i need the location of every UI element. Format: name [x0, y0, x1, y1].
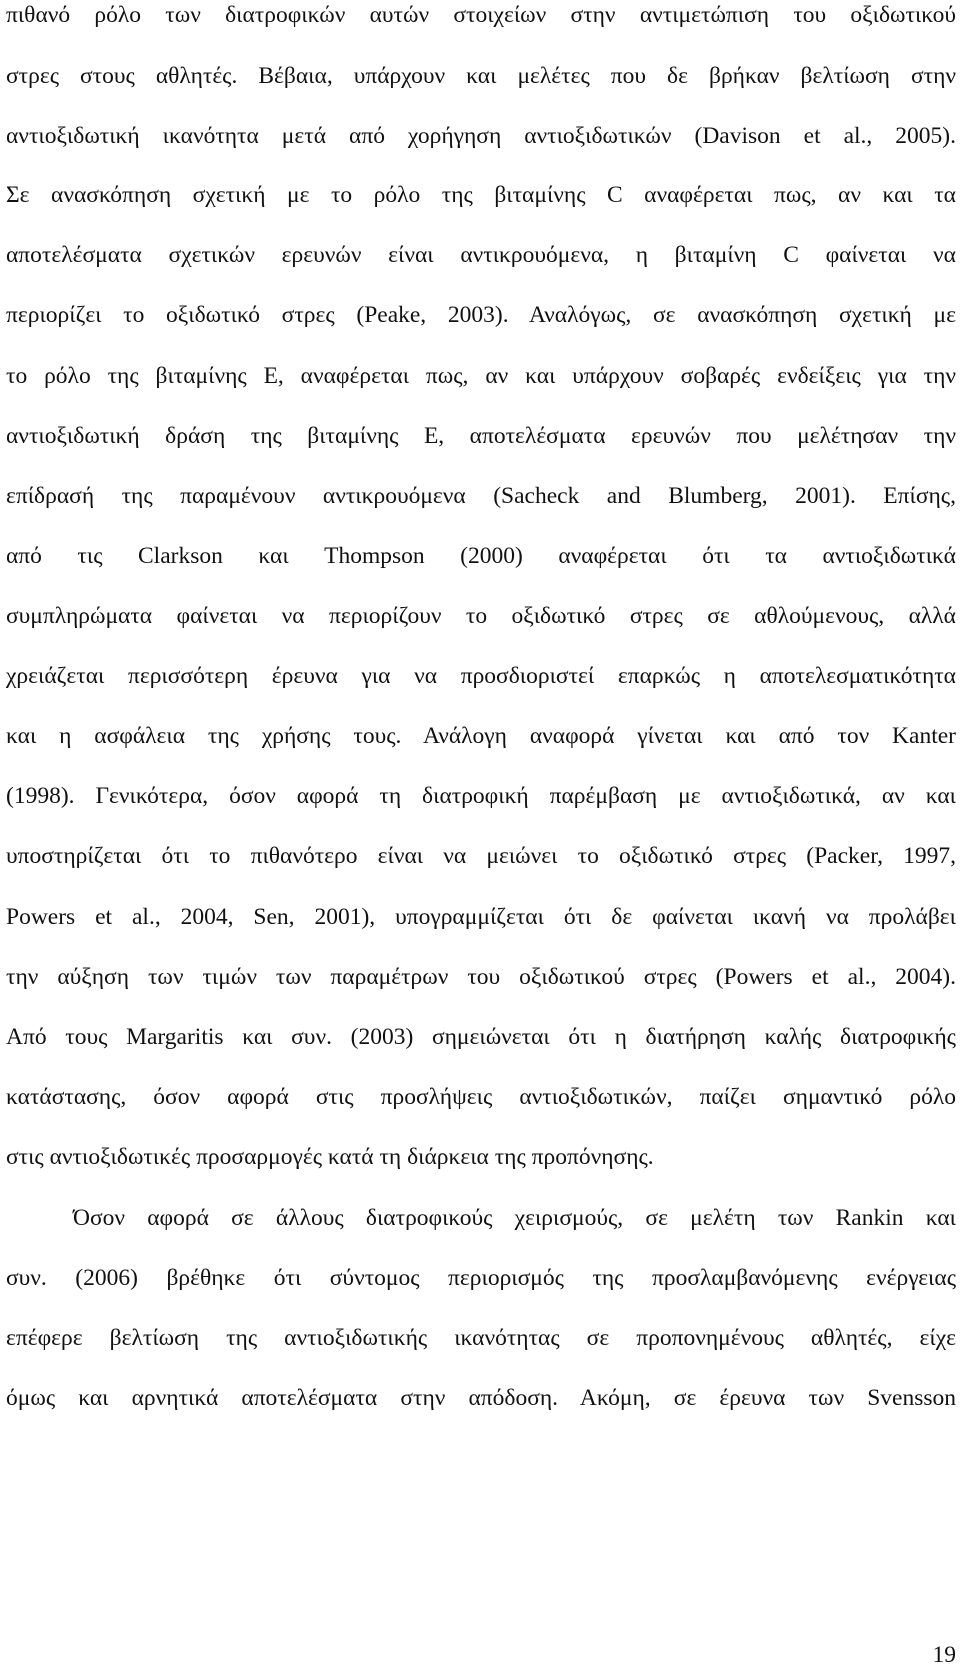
text-line: συν. (2006) βρέθηκε ότι σύντομος περιορισμός της προσλαμβανόμενης ενέργειας — [6, 1265, 956, 1291]
text-line: στρες στους αθλητές. Βέβαια, υπάρχουν και μελέτες που δε βρήκαν βελτίωση στην — [6, 63, 956, 89]
text-line: υποστηρίζεται ότι το πιθανότερο είναι να μειώνει το οξιδωτικό στρες (Packer, 1997, — [6, 843, 956, 869]
text-line: (1998). Γενικότερα, όσον αφορά τη διατροφική παρέμβαση με αντιοξιδωτικά, αν και — [6, 783, 956, 809]
text-line: Σε ανασκόπηση σχετική με το ρόλο της βιταμίνης C αναφέρεται πως, αν και τα — [6, 182, 956, 208]
text-line: και η ασφάλεια της χρήσης τους. Ανάλογη αναφορά γίνεται και από τον Kanter — [6, 723, 956, 749]
text-line: Powers et al., 2004, Sen, 2001), υπογραμμίζεται ότι δε φαίνεται ικανή να προλάβει — [6, 904, 956, 930]
text-line: Από τους Margaritis και συν. (2003) σημειώνεται ότι η διατήρηση καλής διατροφικής — [6, 1024, 956, 1050]
text-line: από τις Clarkson και Thompson (2000) αναφέρεται ότι τα αντιοξιδωτικά — [6, 543, 956, 569]
text-line: συμπληρώματα φαίνεται να περιορίζουν το οξιδωτικό στρες σε αθλούμενους, αλλά — [6, 603, 956, 629]
text-line: περιορίζει το οξιδωτικό στρες (Peake, 2003). Αναλόγως, σε ανασκόπηση σχετική με — [6, 302, 956, 328]
text-line-paragraph-start: Όσον αφορά σε άλλους διατροφικούς χειρισμούς, σε μελέτη των Rankin και — [73, 1205, 956, 1231]
text-line: επέφερε βελτίωση της αντιοξιδωτικής ικανότητας σε προπονημένους αθλητές, είχε — [6, 1325, 956, 1351]
text-line: κατάστασης, όσον αφορά στις προσλήψεις αντιοξιδωτικών, παίζει σημαντικό ρόλο — [6, 1084, 956, 1110]
text-line: το ρόλο της βιταμίνης Ε, αναφέρεται πως, αν και υπάρχουν σοβαρές ενδείξεις για την — [6, 363, 956, 389]
text-line: αποτελέσματα σχετικών ερευνών είναι αντικρουόμενα, η βιταμίνη C φαίνεται να — [6, 242, 956, 268]
text-line: αντιοξιδωτική ικανότητα μετά από χορήγηση αντιοξιδωτικών (Davison et al., 2005). — [6, 123, 956, 149]
text-line: επίδρασή της παραμένουν αντικρουόμενα (Sacheck and Blumberg, 2001). Επίσης, — [6, 483, 956, 509]
text-line: αντιοξιδωτική δράση της βιταμίνης Ε, αποτελέσματα ερευνών που μελέτησαν την — [6, 423, 956, 449]
text-line: χρειάζεται περισσότερη έρευνα για να προσδιοριστεί επαρκώς η αποτελεσματικότητα — [6, 663, 956, 689]
text-line: την αύξηση των τιμών των παραμέτρων του οξιδωτικού στρες (Powers et al., 2004). — [6, 964, 956, 990]
text-line: όμως και αρνητικά αποτελέσματα στην απόδοση. Ακόμη, σε έρευνα των Svensson — [6, 1385, 956, 1411]
text-line-paragraph-end: στις αντιοξιδωτικές προσαρμογές κατά τη διάρκεια της προπόνησης. — [6, 1144, 654, 1170]
page-number: 19 — [932, 1642, 956, 1668]
text-line: πιθανό ρόλο των διατροφικών αυτών στοιχείων στην αντιμετώπιση του οξιδωτικού — [6, 2, 956, 28]
